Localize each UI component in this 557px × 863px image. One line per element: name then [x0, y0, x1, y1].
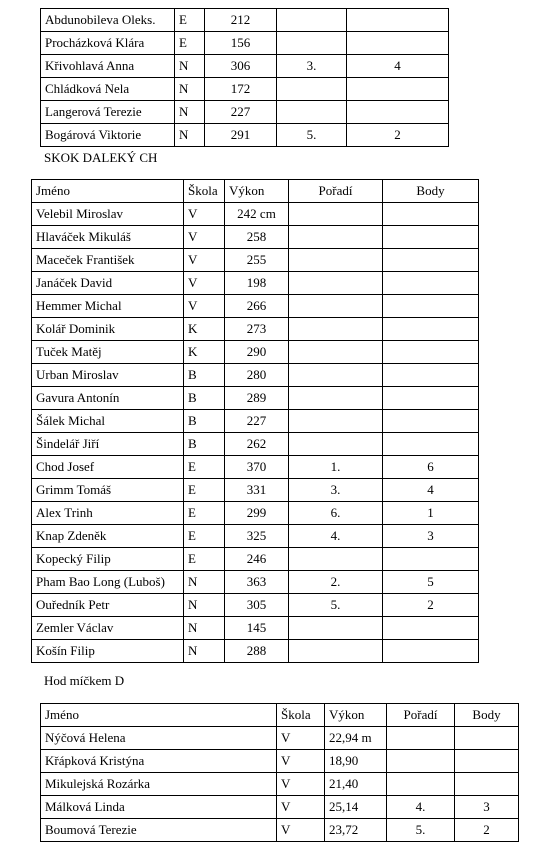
table-cell: 6: [383, 456, 479, 479]
table-cell: Langerová Terezie: [41, 101, 175, 124]
table-row: [32, 594, 479, 617]
table-row: [41, 727, 519, 750]
table-cell: [383, 364, 479, 387]
table-cell: N: [184, 594, 225, 617]
header-cell: Body: [455, 704, 519, 727]
table-cell: V: [184, 203, 225, 226]
table-cell: Bogárová Viktorie: [41, 124, 175, 147]
table-cell: [347, 9, 449, 32]
table-row: [41, 101, 449, 124]
table-cell: [277, 78, 347, 101]
table-cell: 363: [225, 571, 289, 594]
table-row: [32, 272, 479, 295]
table-cell: 290: [225, 341, 289, 364]
section-heading-skok-daleky: SKOK DALEKÝ CH: [44, 150, 158, 165]
table-cell: B: [184, 387, 225, 410]
table-cell: V: [184, 249, 225, 272]
table-cell: [289, 364, 383, 387]
table-cell: [383, 410, 479, 433]
table-row: [32, 456, 479, 479]
table-cell: Kolář Dominik: [32, 318, 184, 341]
table-cell: [347, 32, 449, 55]
table-cell: [289, 387, 383, 410]
table-cell: [289, 295, 383, 318]
table-cell: 18,90: [325, 750, 387, 773]
results-table-hod-mickem: [40, 703, 519, 842]
table-cell: 305: [225, 594, 289, 617]
header-row: [41, 704, 519, 727]
table-cell: 21,40: [325, 773, 387, 796]
table-cell: [277, 32, 347, 55]
table-cell: [455, 773, 519, 796]
table-row: [32, 433, 479, 456]
table-row: [41, 9, 449, 32]
table-cell: [383, 272, 479, 295]
table-cell: [383, 318, 479, 341]
table-cell: [387, 727, 455, 750]
results-table-skok-daleky: [31, 179, 479, 663]
table-cell: 3.: [277, 55, 347, 78]
table-cell: 4: [347, 55, 449, 78]
table-cell: Mikulejská Rozárka: [41, 773, 277, 796]
table-cell: B: [184, 433, 225, 456]
table-cell: Málková Linda: [41, 796, 277, 819]
table-cell: Abdunobileva Oleks.: [41, 9, 175, 32]
section-heading-hod-mickem: Hod míčkem D: [44, 673, 125, 688]
table-cell: 3: [383, 525, 479, 548]
table-cell: [387, 750, 455, 773]
table-cell: Křivohlavá Anna: [41, 55, 175, 78]
table-cell: Kopecký Filip: [32, 548, 184, 571]
table-cell: Boumová Terezie: [41, 819, 277, 842]
table-cell: Šindelář Jiří: [32, 433, 184, 456]
table-cell: N: [175, 124, 205, 147]
table-cell: 291: [205, 124, 277, 147]
table-cell: [277, 9, 347, 32]
table-cell: 6.: [289, 502, 383, 525]
table-cell: [289, 640, 383, 663]
table-row: [32, 640, 479, 663]
table-cell: 3: [455, 796, 519, 819]
table-cell: V: [277, 796, 325, 819]
table-row: [32, 479, 479, 502]
table-row: [32, 410, 479, 433]
table-cell: 1.: [289, 456, 383, 479]
table-row: [41, 750, 519, 773]
table-cell: 4.: [387, 796, 455, 819]
table-row: [32, 548, 479, 571]
header-cell: Pořadí: [289, 180, 383, 203]
table-cell: [289, 226, 383, 249]
table-cell: V: [277, 773, 325, 796]
table-cell: 198: [225, 272, 289, 295]
table-cell: Šálek Michal: [32, 410, 184, 433]
header-cell: Pořadí: [387, 704, 455, 727]
table-cell: Velebil Miroslav: [32, 203, 184, 226]
table-cell: Grimm Tomáš: [32, 479, 184, 502]
table-cell: E: [184, 456, 225, 479]
table-row: [32, 525, 479, 548]
table-row: [32, 502, 479, 525]
table-cell: [289, 272, 383, 295]
table-cell: [289, 341, 383, 364]
table-cell: Gavura Antonín: [32, 387, 184, 410]
table-row: [32, 364, 479, 387]
table-cell: V: [277, 819, 325, 842]
table-cell: Knap Zdeněk: [32, 525, 184, 548]
table-row: [32, 617, 479, 640]
table-cell: [455, 727, 519, 750]
table-cell: [289, 249, 383, 272]
table-body: [41, 704, 519, 842]
table-row: [41, 55, 449, 78]
table-cell: Hlaváček Mikuláš: [32, 226, 184, 249]
table-cell: 246: [225, 548, 289, 571]
table-cell: [383, 226, 479, 249]
table-cell: [347, 101, 449, 124]
table-cell: Zemler Václav: [32, 617, 184, 640]
table-cell: [383, 203, 479, 226]
table-cell: N: [175, 55, 205, 78]
table-cell: B: [184, 364, 225, 387]
table-cell: Pham Bao Long (Luboš): [32, 571, 184, 594]
table-cell: [289, 617, 383, 640]
table-cell: [383, 387, 479, 410]
table-row: [32, 318, 479, 341]
table-cell: 289: [225, 387, 289, 410]
table-cell: 227: [225, 410, 289, 433]
table-row: [41, 124, 449, 147]
table-cell: [383, 617, 479, 640]
table-cell: 1: [383, 502, 479, 525]
table-cell: 2: [383, 594, 479, 617]
table-body: [32, 180, 479, 663]
table-cell: [383, 341, 479, 364]
table-cell: [383, 433, 479, 456]
table-cell: [347, 78, 449, 101]
table-cell: 22,94 m: [325, 727, 387, 750]
table-cell: Procházková Klára: [41, 32, 175, 55]
table-cell: Alex Trinh: [32, 502, 184, 525]
table-cell: 4.: [289, 525, 383, 548]
table-cell: Košín Filip: [32, 640, 184, 663]
table-cell: K: [184, 318, 225, 341]
table-cell: 5: [383, 571, 479, 594]
table-cell: Nýčová Helena: [41, 727, 277, 750]
table-cell: N: [184, 640, 225, 663]
table-cell: [383, 640, 479, 663]
table-cell: E: [184, 548, 225, 571]
table-cell: 306: [205, 55, 277, 78]
table-cell: E: [184, 502, 225, 525]
header-cell: Jméno: [41, 704, 277, 727]
table-cell: 172: [205, 78, 277, 101]
header-cell: Jméno: [32, 180, 184, 203]
table-cell: 23,72: [325, 819, 387, 842]
table-cell: Křápková Kristýna: [41, 750, 277, 773]
table-cell: V: [277, 750, 325, 773]
table-cell: N: [175, 101, 205, 124]
table-cell: [383, 249, 479, 272]
table-cell: [277, 101, 347, 124]
table-row: [41, 78, 449, 101]
table-cell: E: [184, 525, 225, 548]
table-cell: 227: [205, 101, 277, 124]
table-cell: 299: [225, 502, 289, 525]
table-cell: 5.: [387, 819, 455, 842]
table-cell: [289, 410, 383, 433]
table-cell: 4: [383, 479, 479, 502]
table-cell: [455, 750, 519, 773]
table-cell: N: [184, 571, 225, 594]
table-row: [32, 203, 479, 226]
table-cell: N: [184, 617, 225, 640]
table-cell: Hemmer Michal: [32, 295, 184, 318]
table-cell: [383, 295, 479, 318]
header-cell: Škola: [277, 704, 325, 727]
table-cell: 2.: [289, 571, 383, 594]
table-cell: 331: [225, 479, 289, 502]
table-cell: 262: [225, 433, 289, 456]
table-cell: [289, 548, 383, 571]
table-row: [32, 226, 479, 249]
table-row: [41, 32, 449, 55]
table-cell: 3.: [289, 479, 383, 502]
table-cell: 2: [347, 124, 449, 147]
header-row: [32, 180, 479, 203]
table-cell: 258: [225, 226, 289, 249]
table-cell: E: [184, 479, 225, 502]
table-cell: 156: [205, 32, 277, 55]
table-cell: 242 cm: [225, 203, 289, 226]
table-body: [41, 9, 449, 147]
table-cell: Chládková Nela: [41, 78, 175, 101]
table-cell: B: [184, 410, 225, 433]
table-row: [41, 796, 519, 819]
table-cell: 266: [225, 295, 289, 318]
table-row: [41, 773, 519, 796]
table-cell: Chod Josef: [32, 456, 184, 479]
table-cell: 325: [225, 525, 289, 548]
table-cell: E: [175, 9, 205, 32]
table-row: [32, 341, 479, 364]
table-cell: Maceček František: [32, 249, 184, 272]
table-cell: V: [184, 272, 225, 295]
table-cell: 288: [225, 640, 289, 663]
table-cell: Ouředník Petr: [32, 594, 184, 617]
table-cell: 255: [225, 249, 289, 272]
results-table-1: [40, 8, 449, 147]
table-row: [32, 571, 479, 594]
table-cell: V: [184, 295, 225, 318]
table-cell: [289, 203, 383, 226]
header-cell: Škola: [184, 180, 225, 203]
table-cell: [289, 433, 383, 456]
table-row: [32, 249, 479, 272]
table-cell: 2: [455, 819, 519, 842]
header-cell: Výkon: [325, 704, 387, 727]
header-cell: Výkon: [225, 180, 289, 203]
header-cell: Body: [383, 180, 479, 203]
table-row: [32, 295, 479, 318]
table-cell: [387, 773, 455, 796]
table-cell: 273: [225, 318, 289, 341]
table-cell: 5.: [289, 594, 383, 617]
table-cell: 212: [205, 9, 277, 32]
table-cell: E: [175, 32, 205, 55]
table-cell: [383, 548, 479, 571]
table-cell: 145: [225, 617, 289, 640]
table-cell: 5.: [277, 124, 347, 147]
table-cell: 280: [225, 364, 289, 387]
table-cell: V: [277, 727, 325, 750]
table-row: [41, 819, 519, 842]
table-cell: Tuček Matěj: [32, 341, 184, 364]
table-cell: Urban Miroslav: [32, 364, 184, 387]
table-cell: N: [175, 78, 205, 101]
table-cell: K: [184, 341, 225, 364]
table-cell: 370: [225, 456, 289, 479]
table-row: [32, 387, 479, 410]
table-cell: [289, 318, 383, 341]
table-cell: Janáček David: [32, 272, 184, 295]
table-cell: 25,14: [325, 796, 387, 819]
table-cell: V: [184, 226, 225, 249]
